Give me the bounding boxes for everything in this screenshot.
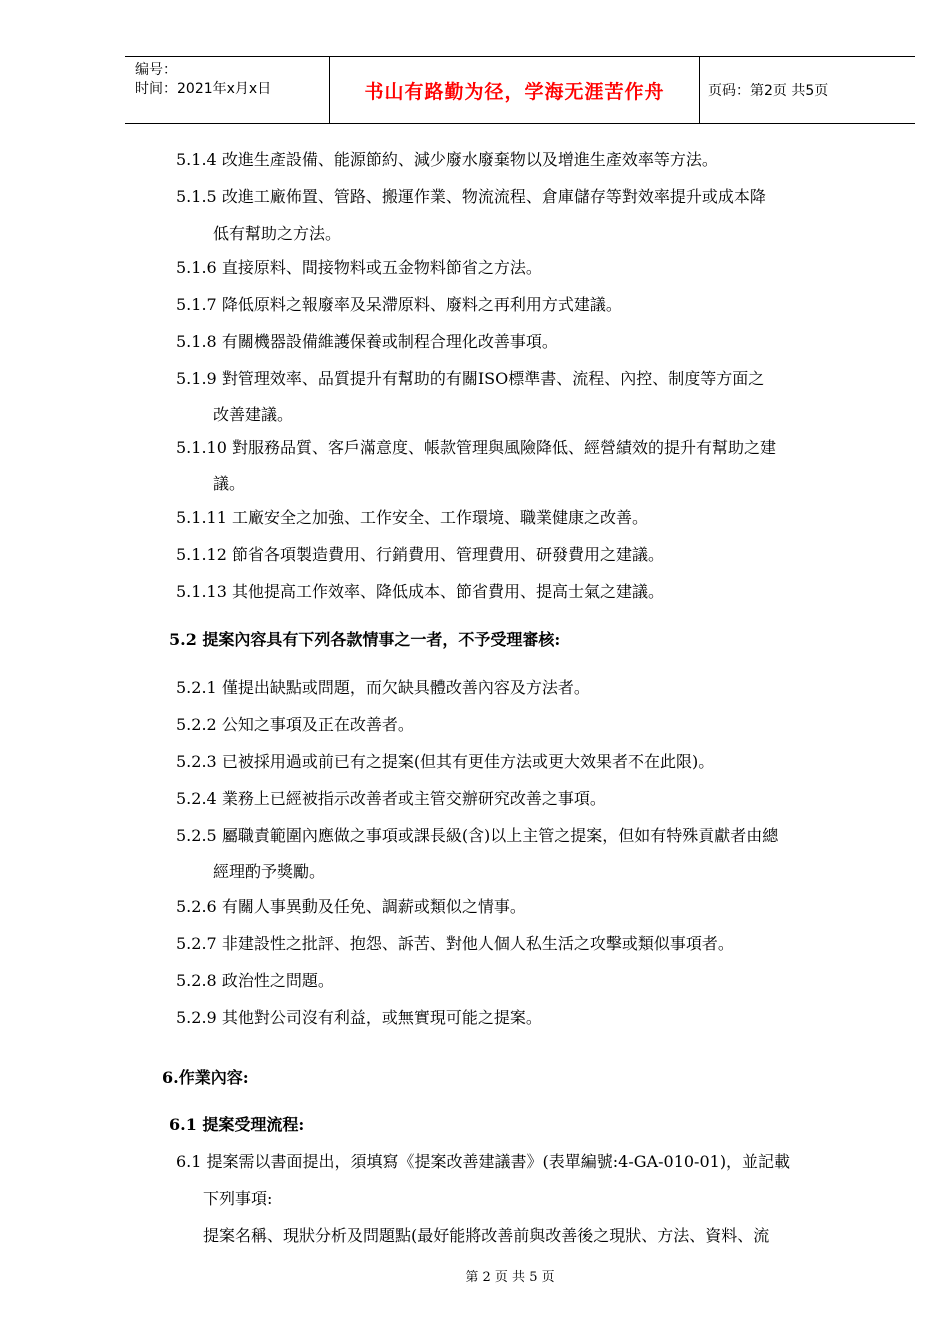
section-heading: 6.作業內容:	[162, 1068, 249, 1087]
list-item: 5.1.4 改進生產設備、能源節約、減少廢水廢棄物以及增進生產效率等方法。	[176, 150, 718, 169]
list-item: 5.2.2 公知之事項及正在改善者。	[176, 715, 414, 734]
list-item: 5.1.5 改進工廠佈置、管路、搬運作業、物流流程、倉庫儲存等對效率提升或成本降	[176, 187, 766, 206]
list-item: 5.2.4 業務上已經被指示改善者或主管交辦研究改善之事項。	[176, 789, 606, 808]
list-item: 5.1.9 對管理效率、品質提升有幫助的有關ISO標準書、流程、內控、制度等方面之	[176, 369, 765, 388]
subsection-heading: 6.1 提案受理流程:	[169, 1115, 305, 1134]
list-item: 5.1.6 直接原料、間接物料或五金物料節省之方法。	[176, 258, 542, 277]
list-item-continuation: 議。	[213, 474, 246, 493]
list-item: 5.2.5 屬職責範圍內應做之事項或課長級(含)以上主管之提案，但如有特殊貢獻者由總	[176, 826, 779, 845]
footer-page-number: 第 2 页 共 5 页	[465, 1270, 555, 1285]
list-item-continuation: 改善建議。	[213, 405, 294, 424]
page-header	[125, 56, 915, 124]
list-item-continuation: 低有幫助之方法。	[213, 224, 342, 243]
list-item: 5.2.3 已被採用過或前已有之提案(但其有更佳方法或更大效果者不在此限)。	[176, 752, 715, 771]
list-item: 5.2.6 有關人事異動及任免、調薪或類似之情事。	[176, 897, 526, 916]
list-item: 5.2.7 非建設性之批評、抱怨、訴苦、對他人個人私生活之攻擊或類似事項者。	[176, 934, 734, 953]
list-item-continuation: 經理酌予獎勵。	[213, 862, 326, 881]
list-item-continuation: 下列事項:	[203, 1189, 273, 1208]
header-page-cell	[700, 57, 915, 123]
doc-number-label: 编号：	[135, 62, 177, 78]
header-page-label: 页码：第2页 共5页	[708, 83, 829, 99]
header-slogan: 书山有路勤为径，学海无涯苦作舟	[364, 80, 665, 103]
header-meta-cell	[125, 57, 330, 123]
list-item: 5.2.8 政治性之問題。	[176, 971, 334, 990]
list-item: 6.1 提案需以書面提出，須填寫《提案改善建議書》(表單編號:4-GA-010-01)，並記載	[176, 1152, 791, 1171]
paragraph: 提案名稱、現狀分析及問題點(最好能將改善前與改善後之現狀、方法、資料、流	[203, 1226, 770, 1245]
header-slogan-cell	[330, 57, 700, 123]
page-footer	[0, 1269, 950, 1287]
time-label: 时间：2021年x月x日	[135, 81, 272, 97]
list-item: 5.1.8 有關機器設備維護保養或制程合理化改善事項。	[176, 332, 558, 351]
list-item: 5.1.13 其他提高工作效率、降低成本、節省費用、提高士氣之建議。	[176, 582, 664, 601]
list-item: 5.2.1 僅提出缺點或問題，而欠缺具體改善內容及方法者。	[176, 678, 590, 697]
list-item: 5.1.12 節省各項製造費用、行銷費用、管理費用、研發費用之建議。	[176, 545, 664, 564]
list-item: 5.2.9 其他對公司沒有利益，或無實現可能之提案。	[176, 1008, 542, 1027]
list-item: 5.1.7 降低原料之報廢率及呆滯原料、廢料之再利用方式建議。	[176, 295, 622, 314]
list-item: 5.1.10 對服務品質、客戶滿意度、帳款管理與風險降低、經營績效的提升有幫助之建	[176, 438, 776, 457]
list-item: 5.1.11 工廠安全之加強、工作安全、工作環境、職業健康之改善。	[176, 508, 648, 527]
section-heading: 5.2 提案內容具有下列各款情事之一者，不予受理審核:	[169, 630, 561, 649]
